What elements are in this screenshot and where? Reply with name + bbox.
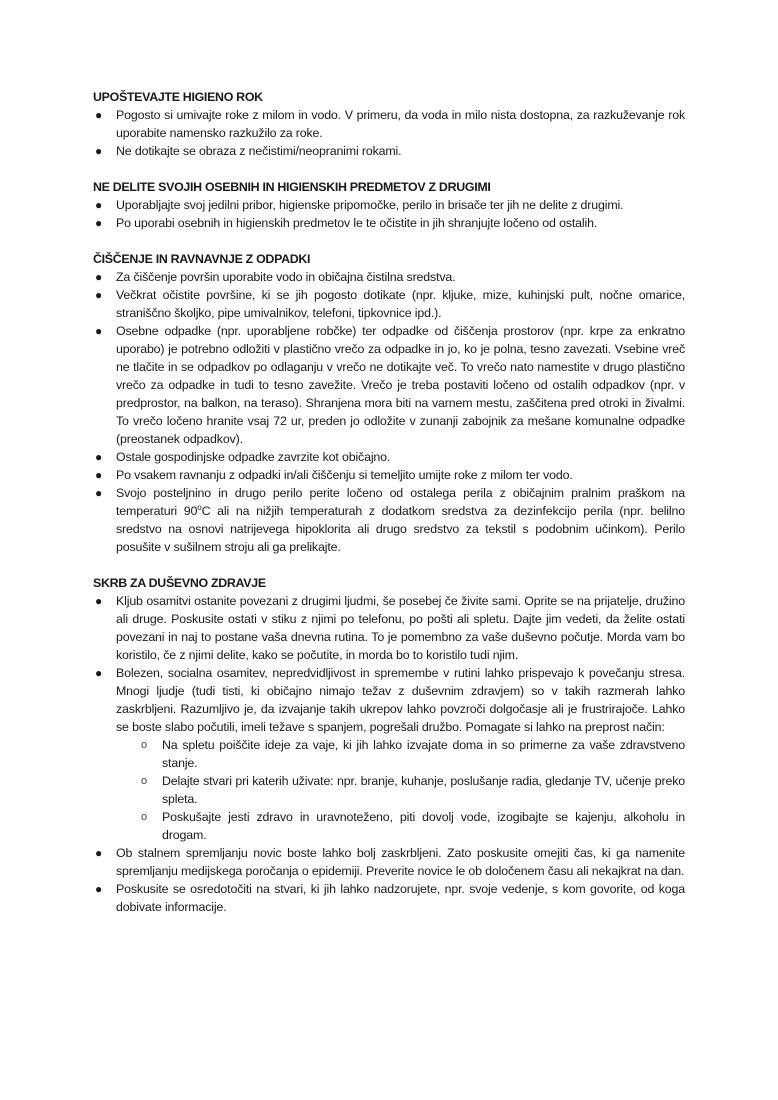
list-item-text: Poskusite se osredotočiti na stvari, ki jih lahko nadzorujete, npr. svoje vedenje, s kom govorite, od koga dobivate informacije.	[116, 882, 685, 914]
circle-bullet-icon: o	[141, 775, 147, 787]
list-item	[93, 142, 685, 160]
sub-list-item-text: Delajte stvari pri katerih uživate: npr. branje, kuhanje, poslušanje radia, gledanje TV, učenje preko spleta.	[162, 774, 685, 806]
list-item	[93, 664, 685, 736]
list-item-text: Za čiščenje površin uporabite vodo in običajna čistilna sredstva.	[116, 270, 456, 284]
list-item	[93, 196, 685, 214]
list-item-text: Ostale gospodinjske odpadke zavrzite kot običajno.	[116, 450, 391, 464]
circle-bullet-icon: o	[141, 811, 147, 823]
list-item	[93, 448, 685, 466]
sub-list-item	[93, 808, 685, 844]
list-item	[93, 844, 685, 880]
list-item-text: Ne dotikajte se obraza z nečistimi/neopranimi rokami.	[116, 144, 402, 158]
list-item	[93, 286, 685, 322]
sub-list-item-text: Poskušajte jesti zdravo in uravnoteženo, piti dovolj vode, izogibajte se kajenju, alkoholu in drogam.	[162, 810, 685, 842]
bullet-icon: ●	[95, 450, 103, 464]
sub-list-item-text: Na spletu poiščite ideje za vaje, ki jih lahko izvajate doma in so primerne za vaše zdravstveno stanje.	[162, 738, 685, 770]
bullet-icon: ●	[95, 666, 103, 680]
document-page	[93, 88, 685, 934]
section-mental-health	[93, 574, 685, 916]
list-item	[93, 268, 685, 286]
list-item-text: Osebne odpadke (npr. uporabljene robčke) ter odpadke od čiščenja prostorov (npr. krpe za enkratno uporabo) je potrebno odložiti v plastično vrečo za odpadke in jo, ko je polna, tesno zavezati. Vsebine vreč ne tlačite in se odpadkov po odlaganju v vrečo ne dotikajte več. To vrečo nato namestite v drugo plastično vrečo za odpadke in tudi to tesno zavežite. Vrečo je treba postaviti ločeno od ostalih odpadkov (npr. v predprostor, na balkon, na teraso). Shranjena mora biti na varnem mestu, zaščitena pred otroki in živalmi. To vrečo ločeno hranite vsaj 72 ur, preden jo odložite v zunanji zabojnik za mešane komunalne odpadke (preostanek odpadkov).	[116, 324, 685, 446]
section-heading: SKRB ZA DUŠEVNO ZDRAVJE	[93, 576, 266, 590]
list-item-text: Pogosto si umivajte roke z milom in vodo. V primeru, da voda in milo nista dostopna, za razkuževanje rok uporabite namensko razkužilo za roke.	[116, 108, 685, 140]
list-item	[93, 880, 685, 916]
list-item-text: Kljub osamitvi ostanite povezani z drugimi ljudmi, še posebej če živite sami. Oprite se na prijatelje, družino ali druge. Poskusite ostati v stiku z njimi po telefonu, po pošti ali spletu. Dajte jim vedeti, da želite ostati povezani in naj to postane vaša dnevna rutina. To je pomembno za vaše duševno počutje. Morda vam bo koristilo, če z njimi delite, kako se počutite, in morda bo to koristilo tudi njim.	[116, 594, 685, 662]
list-item-text: Po uporabi osebnih in higienskih predmetov le te očistite in jih shranjujte ločeno od ostalih.	[116, 216, 598, 230]
list-item-text-before: Svojo posteljnino in drugo perilo perite ločeno od ostalega perila z običajnim pralnim praškom na temperaturi 90	[116, 486, 685, 518]
bullet-icon: ●	[95, 288, 103, 302]
list-item	[93, 484, 685, 556]
section-cleaning-waste	[93, 250, 685, 556]
sub-list-item	[93, 772, 685, 808]
list-item-text-after: C ali na nižjih temperaturah z dodatkom sredstva za dezinfekcijo perila (npr. belilno sredstvo na osnovi natrijevega hipoklorita ali drugo sredstvo za tekstil s podobnim učinkom). Perilo posušite v sušilnem stroju ali ga prelikajte.	[116, 504, 685, 554]
section-heading: ČIŠČENJE IN RAVNAVNJE Z ODPADKI	[93, 252, 311, 266]
list-item-text: Po vsakem ravnanju z odpadki in/ali čiščenju si temeljito umijte roke z milom ter vodo.	[116, 468, 573, 482]
bullet-icon: ●	[95, 882, 103, 896]
bullet-icon: ●	[95, 144, 103, 158]
list-item	[93, 466, 685, 484]
bullet-list	[93, 106, 685, 160]
section-personal-items	[93, 178, 685, 232]
bullet-list	[93, 592, 685, 736]
bullet-icon: ●	[95, 324, 103, 338]
section-heading: UPOŠTEVAJTE HIGIENO ROK	[93, 90, 263, 104]
sub-bullet-list	[93, 736, 685, 844]
bullet-icon: ●	[95, 486, 103, 500]
bullet-icon: ●	[95, 468, 103, 482]
bullet-icon: ●	[95, 846, 103, 860]
bullet-list	[93, 268, 685, 556]
section-heading: NE DELITE SVOJIH OSEBNIH IN HIGIENSKIH PREDMETOV Z DRUGIMI	[93, 180, 491, 194]
list-item-text: Uporabljajte svoj jedilni pribor, higienske pripomočke, perilo in brisače ter jih ne delite z drugimi.	[116, 198, 624, 212]
bullet-icon: ●	[95, 198, 103, 212]
bullet-icon: ●	[95, 216, 103, 230]
bullet-list	[93, 844, 685, 916]
list-item	[93, 214, 685, 232]
list-item-text: Večkrat očistite površine, ki se jih pogosto dotikate (npr. kljuke, mize, kuhinjski pult, nočne omarice, straniščno školjko, pipe umivalnikov, telefoni, tipkovnice ipd.).	[116, 288, 685, 320]
list-item-text: Bolezen, socialna osamitev, nepredvidljivost in spremembe v rutini lahko prispevajo k povečanju stresa. Mnogi ljudje (tudi tisti, ki običajno nimajo težav z duševnim zdravjem) so v takih razmerah lahko zaskrbljeni. Razumljivo je, da izvajanje takih ukrepov lahko povzroči dolgočasje ali je frustrirajoče. Lahko se boste slabo počutili, imeli težave s spanjem, pogrešali družbo. Pomagate si lahko na preprost način:	[116, 666, 685, 734]
degree-superscript: o	[197, 502, 202, 512]
bullet-icon: ●	[95, 270, 103, 284]
list-item	[93, 322, 685, 448]
circle-bullet-icon: o	[141, 739, 147, 751]
bullet-list	[93, 196, 685, 232]
bullet-icon: ●	[95, 108, 103, 122]
list-item-text: Ob stalnem spremljanju novic boste lahko bolj zaskrbljeni. Zato poskusite omejiti čas, ki ga namenite spremljanju medijskega poročanja o epidemiji. Preverite novice le ob določenem času ali nekajkrat na dan.	[116, 846, 685, 878]
list-item	[93, 592, 685, 664]
section-hand-hygiene	[93, 88, 685, 160]
bullet-icon: ●	[95, 594, 103, 608]
list-item	[93, 106, 685, 142]
sub-list-item	[93, 736, 685, 772]
